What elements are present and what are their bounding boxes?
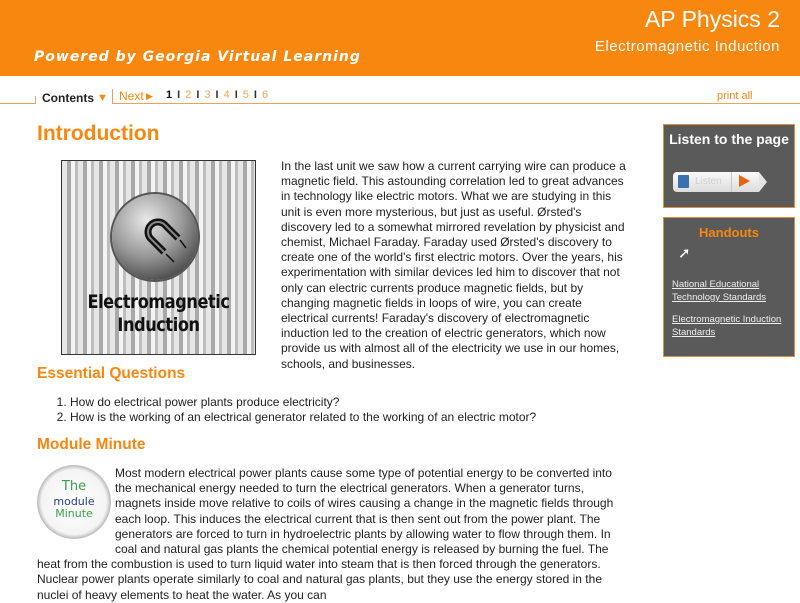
page-link-5[interactable]: 5 [242, 89, 249, 101]
contents-button[interactable]: Contents [42, 91, 94, 105]
clock-text: Minute [55, 507, 93, 520]
header-banner [0, 0, 800, 76]
electromagnetic-induction-image [61, 160, 256, 355]
magnet-sphere-icon [112, 194, 198, 280]
list-item: 1. How do electrical power plants produce electricity? [70, 395, 536, 410]
page-link-3[interactable]: 3 [204, 89, 211, 101]
essential-questions-list [56, 395, 536, 425]
page-links [166, 89, 273, 101]
course-title: AP Physics 2 [644, 6, 780, 32]
handouts-panel [663, 217, 795, 357]
button-tip [759, 172, 767, 192]
next-button[interactable]: Next [119, 89, 144, 103]
page-separator: I [215, 89, 219, 101]
module-minute-heading: Module Minute [37, 436, 146, 453]
handout-link-national-educational-technology-standards[interactable]: National Educational Technology Standards [672, 279, 767, 303]
module-minute-paragraph [37, 466, 627, 603]
listen-panel [663, 124, 795, 208]
cursor-arrow-icon: ➚ [678, 245, 691, 262]
page-separator: I [234, 89, 238, 101]
button-divider [731, 172, 732, 192]
page-separator: I [196, 89, 200, 101]
listen-panel-title: Listen to the page [669, 131, 789, 147]
page-link-2[interactable]: 2 [185, 89, 192, 101]
triangle-down-icon[interactable]: ▼ [97, 92, 108, 104]
listen-button[interactable] [673, 172, 759, 192]
horseshoe-magnet-icon [112, 194, 198, 280]
handout-link-electromagnetic-induction-standards[interactable]: Electromagnetic Induction Standards [672, 314, 782, 338]
powered-by-tagline: Powered by Georgia Virtual Learning [34, 49, 361, 65]
print-all-link[interactable]: print all [717, 90, 753, 102]
nav-divider [0, 103, 36, 104]
handouts-title: Handouts [699, 225, 759, 240]
triangle-right-icon[interactable]: ▶ [146, 91, 153, 101]
essential-questions-heading: Essential Questions [37, 365, 186, 382]
nav-divider [112, 89, 113, 104]
page-link-6[interactable]: 6 [261, 89, 269, 101]
introduction-paragraph: In the last unit we saw how a current carrying wire can produce a magnetic field. This astounding correlation led to great advances in technology like electric motors. What we are studying in this unit is even more mysterious, but just as useful. Ørsted's discovery led to a somewhat mirrored revelation by physicist and chemist, Michael Faraday. Faraday used Ørsted's discovery to create one of the world's first electric motors. Over the years, his experimentation with similar devices led him to discover that not only can electric currents produce magnetic fields, but by changing magnetic fields in loops of wire, you can create electrical currents! Faraday's discovery of electromagnetic induction led to the creation of electric generators, which now provide us with almost all of the electricity we use in our homes, schools, and businesses. [281, 159, 626, 371]
nav-divider [113, 103, 800, 104]
page-link-4[interactable]: 4 [223, 89, 230, 101]
clock-text: module [53, 495, 95, 508]
module-minute-text: Most modern electrical power plants cause some type of potential energy to be converted into the mechanical energy needed to turn the electrical generators. When a generator turns, magnets inside move relative to coils of wires causing a change in the magnetic fields through each loop. This induces the electrical current that is then sent out from the power plant. The generators are forced to turn in hydroelectric plants by allowing water to flow through them. In coal and natural gas plants the chemical potential energy is released by burning the fuel. The heat from the combustion is used to turn liquid water into steam that is then forced through the generators. Nuclear power plants operate similarly to coal and natural gas plants, but they use the energy stored in the nuclei of heavy elements to heat the water. As you can [37, 466, 614, 602]
page-link-1[interactable]: 1 [166, 89, 173, 101]
nav-divider [35, 96, 36, 104]
image-caption-line: Electromagnetic [87, 291, 230, 313]
listen-button-label: Listen [695, 176, 722, 187]
unit-title: Electromagnetic Induction [594, 38, 780, 55]
clock-text: The [61, 479, 87, 494]
image-caption-line: Induction [117, 314, 200, 336]
page-separator: I [177, 89, 181, 101]
introduction-heading: Introduction [37, 122, 160, 145]
speaker-icon [678, 175, 689, 188]
play-icon[interactable] [739, 175, 750, 187]
list-item: 2. How is the working of an electrical generator related to the working of an electric motor? [70, 410, 536, 425]
navigation-bar [0, 76, 800, 106]
page-separator: I [253, 89, 257, 101]
module-minute-clock-icon[interactable] [37, 465, 111, 539]
